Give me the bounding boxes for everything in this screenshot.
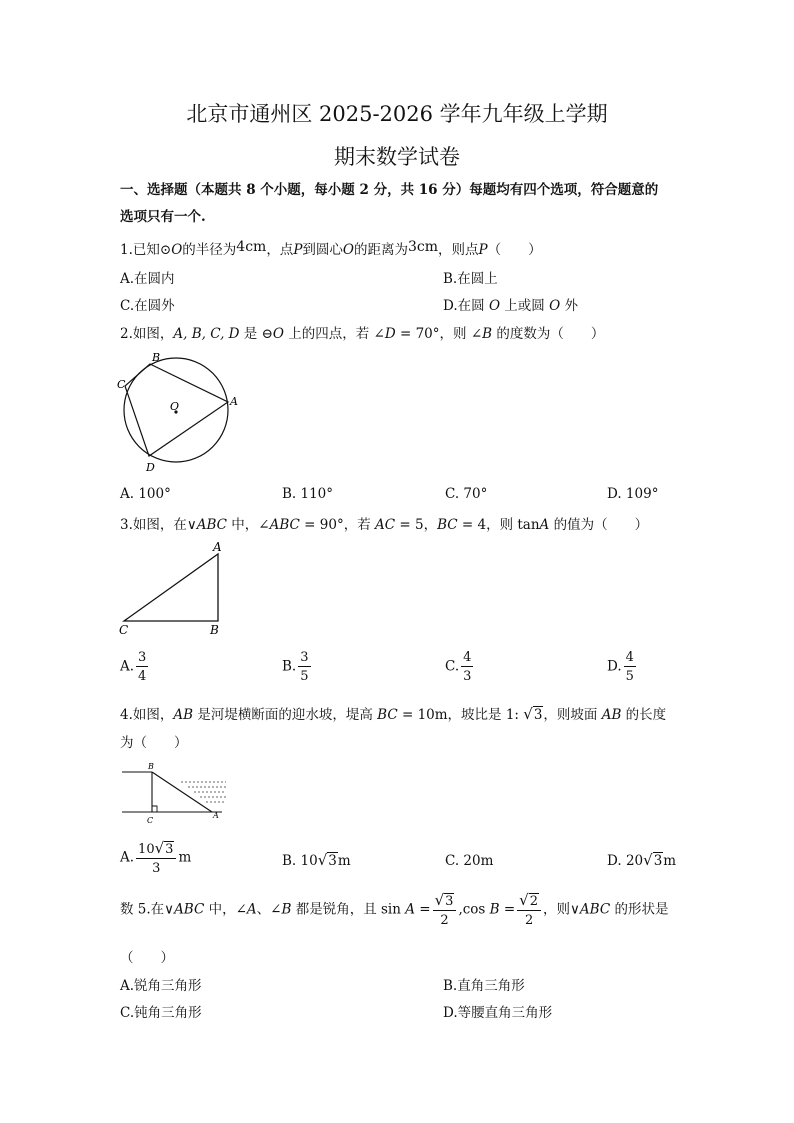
question-5-stem-line2: （ ） [120,950,174,966]
page-title: 北京市通州区 2025-2026 学年九年级上学期 [186,102,608,126]
q1-option-d: D.在圆 O 上或圆 O 外 [443,298,578,314]
label-c: C [117,378,126,391]
q1-option-b: B.在圆上 [443,271,498,287]
q4-option-b: B. 10√3m [282,851,351,869]
label-o: O [170,400,180,413]
q2-option-d: D. 109° [607,486,659,502]
question-4-stem-line2: 为（ ） [120,735,188,751]
question-3-stem: 3.如图，在∨ABC 中，∠ABC = 90°，若 AC = 5，BC = 4，则 tanA 的值为（ ） [120,517,649,533]
q2-option-b: B. 110° [282,486,334,502]
label-b: B [210,623,219,637]
label-a: A [213,811,219,820]
q5-option-a: A.锐角三角形 [120,978,202,994]
q4-option-a: A. $\frac{10√3}{3}$ m [120,839,192,876]
q4-option-d: D. 20√3m [607,851,677,869]
question-2-stem: 2.如图，A, B, C, D 是 ⊖O 上的四点，若 ∠D = 70°，则 ∠B 的度数为（ ） [120,326,605,342]
q2-option-c: C. 70° [445,486,488,502]
section-header-line2: 选项只有一个. [120,209,206,225]
q3-option-a: A. $\frac{3}{4}$ [120,650,147,684]
label-b: B [148,762,154,771]
q1-option-a: A.在圆内 [120,271,175,287]
question-4-stem: 4.如图，AB 是河堤横断面的迎水坡，堤高 BC = 10m，坡比是 1: √3，则坡面 AB 的长度 [120,705,667,723]
q4-slope-figure [118,760,238,828]
q2-circle-figure [110,348,250,478]
label-b: B [152,351,161,364]
q3-option-c: C. $\frac{4}{3}$ [445,650,472,684]
q4-option-c: C. 20m [445,853,494,869]
label-c: C [147,816,154,825]
section-header-line1: 一、选择题（本题共 8 个小题，每小题 2 分，共 16 分）每题均有四个选项，符合题意的 [120,182,659,198]
label-d: D [146,461,155,474]
q5-option-d: D.等腰直角三角形 [443,1005,553,1021]
label-a: A [230,395,238,408]
triangle-abc [124,554,218,621]
q2-option-a: A. 100° [120,486,171,502]
question-1-stem: 1.已知⊙O的半径为4cm，点P到圆心O的距离为3cm，则点P（ ） [120,239,542,258]
q1-option-c: C.在圆外 [120,298,175,314]
q3-triangle-figure [112,538,232,640]
label-c: C [119,623,129,637]
q5-option-b: B.直角三角形 [443,978,525,994]
page-subtitle: 期末数学试卷 [334,145,460,169]
q3-option-b: B. $\frac{3}{5}$ [282,650,309,684]
q3-option-d: D. $\frac{4}{5}$ [607,650,634,684]
question-5-stem: 数 5.在∨ABC 中，∠A、∠B 都是锐角，且 sin A = $\frac{√3}{2}$ ,cos B = $\frac{√2}{2}$ ，则∨ABC 的形状是 [120,891,669,928]
label-a: A [213,540,222,554]
q5-option-c: C.钝角三角形 [120,1005,202,1021]
